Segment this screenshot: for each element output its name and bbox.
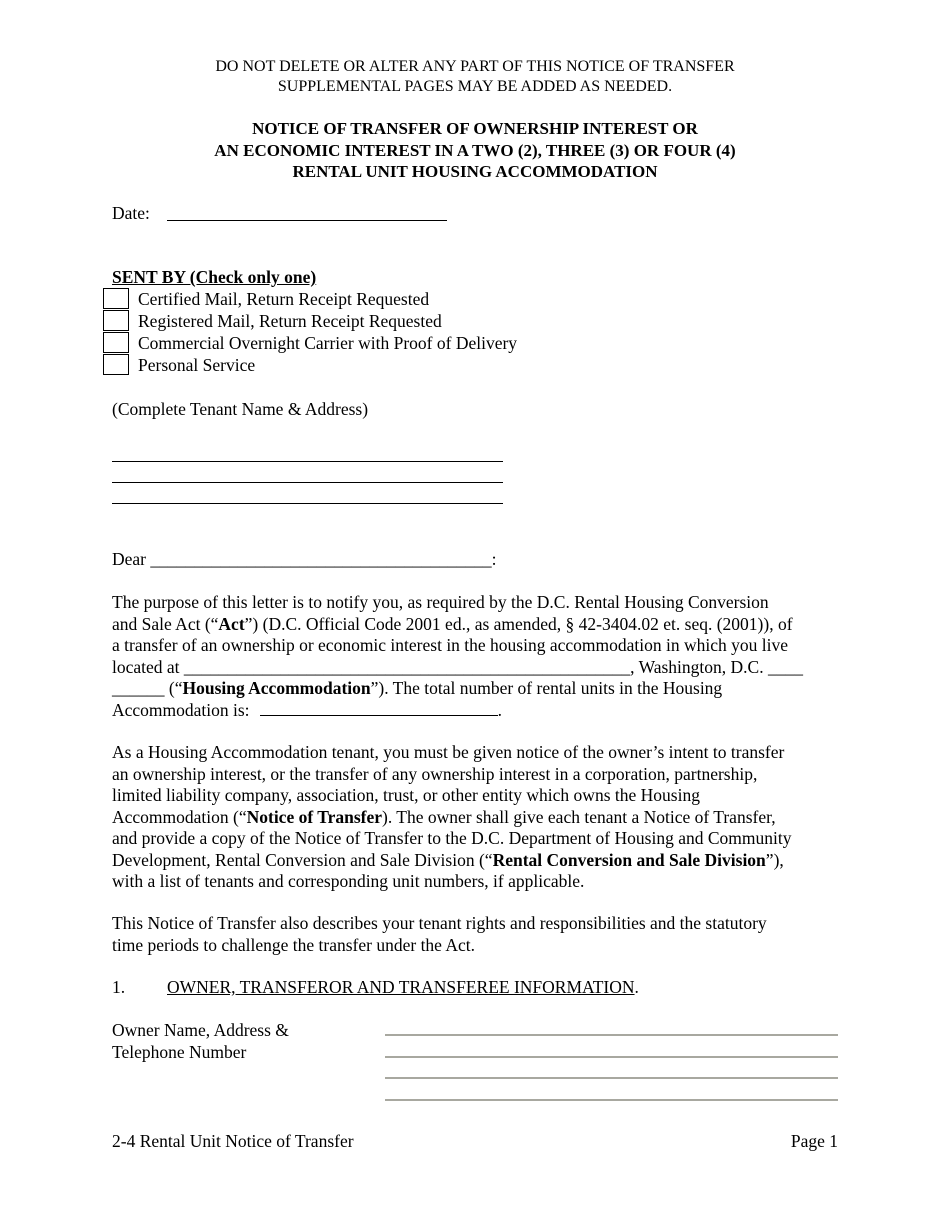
title-line-1: NOTICE OF TRANSFER OF OWNERSHIP INTEREST OR [252, 119, 698, 138]
notice-line-1: DO NOT DELETE OR ALTER ANY PART OF THIS NOTICE OF TRANSFER [215, 58, 735, 75]
page-number: Page 1 [790, 1131, 838, 1151]
date-label: Date: [112, 203, 150, 223]
salutation-blank[interactable]: _______________________________________ [150, 549, 492, 569]
section-1-heading: OWNER, TRANSFEROR AND TRANSFEREE INFORMATION. [167, 977, 639, 997]
title-line-3: RENTAL UNIT HOUSING ACCOMMODATION [292, 162, 658, 181]
unit-count-field[interactable] [260, 701, 498, 716]
sent-by-heading: SENT BY (Check only one) [112, 267, 317, 287]
tenant-line-1-input[interactable] [112, 441, 502, 461]
salutation: Dear _______________________________________: [112, 549, 497, 569]
option-certified-mail: Certified Mail, Return Receipt Requested [138, 289, 430, 309]
date-underline [167, 220, 447, 221]
owner-info-line-2[interactable] [385, 1056, 838, 1058]
checkbox-overnight-carrier[interactable] [103, 332, 129, 353]
location-blank[interactable]: located at ___________________________________________________, Washington, D.C. ____ [112, 656, 803, 677]
notice-line-2: SUPPLEMENTAL PAGES MAY BE ADDED AS NEEDED. [277, 78, 673, 95]
tenant-line-3-input[interactable] [112, 483, 502, 503]
rights-paragraph: This Notice of Transfer also describes your tenant rights and responsibilities and the statutory time periods to challenge the transfer under the Act. [112, 913, 767, 955]
checkbox-registered-mail[interactable] [103, 310, 129, 331]
checkbox-personal-service[interactable] [103, 354, 129, 375]
date-field[interactable] [170, 203, 446, 221]
notice-paragraph: As a Housing Accommodation tenant, you must be given notice of the owner’s intent to transfer an ownership interest, or the transfer of any ownership interest in a corporation, partnership, limited liability company, association, trust, or other entity which owns the Housing Accommodation (“Notice of Transfer). The owner shall give each tenant a Notice of Transfer, and provide a copy of the Notice of Transfer to the D.C. Department of Housing and Community Development, Rental Conversion and Sale Division (“Rental Conversion and Sale Division”), with a list of tenants and corresponding unit numbers, if applicable. [112, 742, 792, 891]
option-personal-service: Personal Service [138, 355, 256, 375]
tenant-line-3 [112, 503, 503, 504]
owner-info-line-3[interactable] [385, 1077, 838, 1079]
owner-info-line-1[interactable] [385, 1034, 838, 1036]
owner-label-line-2: Telephone Number [112, 1042, 247, 1062]
purpose-paragraph: The purpose of this letter is to notify you, as required by the D.C. Rental Housing Conversion and Sale Act (“Act”) (D.C. Official Code 2001 ed., as amended, § 42-3404.02 et. seq. (2001)), of a transfer of an ownership or economic interest in the housing accommodation in which you live located at ___________________________________________________, Washington, D.C. ____ ______ (“Housing Accommodation”). The total number of rental units in the Housing Accommodation is: . [112, 592, 842, 721]
tenant-line-2-input[interactable] [112, 462, 502, 482]
option-registered-mail: Registered Mail, Return Receipt Requested [138, 311, 442, 331]
owner-label-line-1: Owner Name, Address & [112, 1020, 289, 1040]
option-overnight-carrier: Commercial Overnight Carrier with Proof of Delivery [138, 333, 518, 353]
title-line-2: AN ECONOMIC INTEREST IN A TWO (2), THREE (3) OR FOUR (4) [214, 141, 736, 160]
owner-info-line-4[interactable] [385, 1099, 838, 1101]
section-1-number: 1. [112, 977, 126, 997]
checkbox-certified-mail[interactable] [103, 288, 129, 309]
tenant-label: (Complete Tenant Name & Address) [112, 399, 369, 419]
footer-title: 2-4 Rental Unit Notice of Transfer [112, 1131, 354, 1151]
